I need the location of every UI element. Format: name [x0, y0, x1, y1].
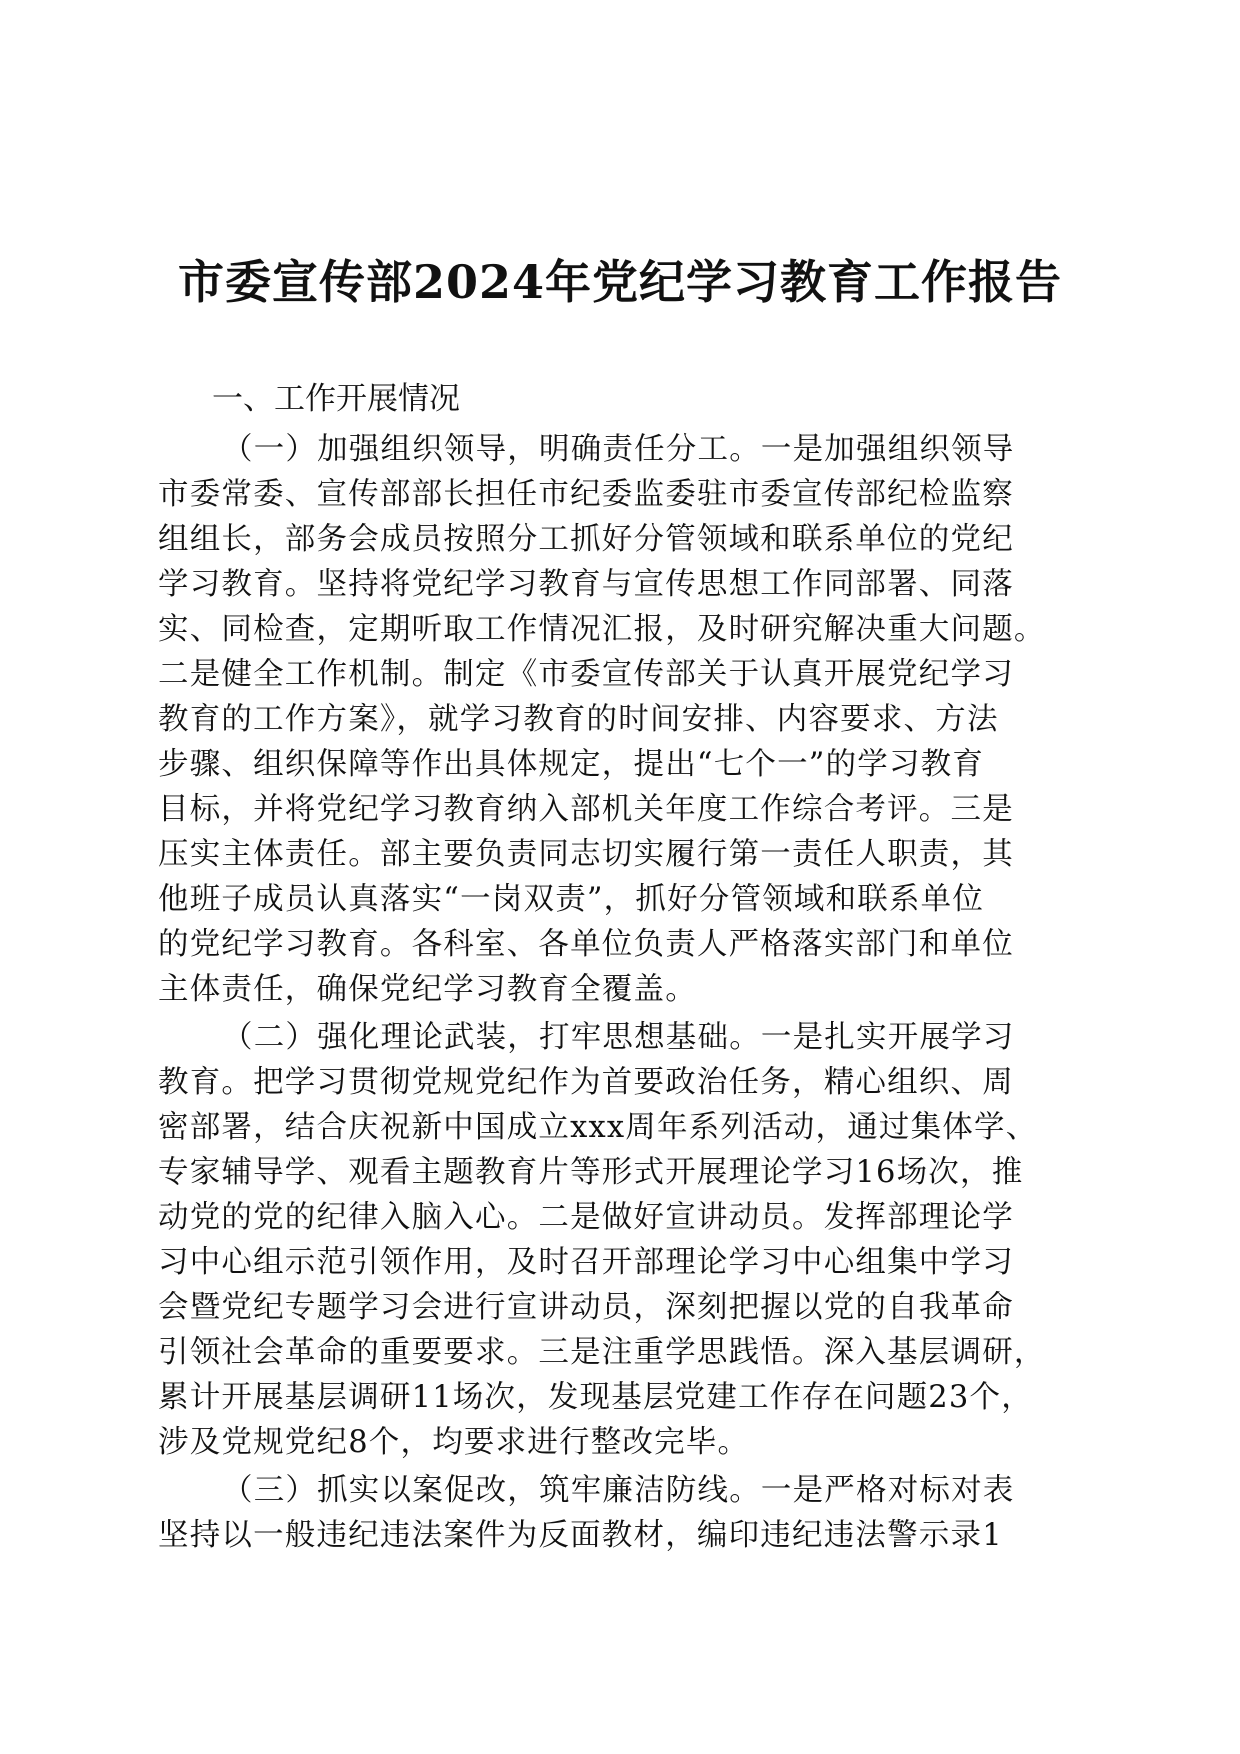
- body-line: 引领社会革命的重要要求。三是注重学思践悟。深入基层调研，: [158, 1335, 1046, 1370]
- section-heading: 一、工作开展情况: [212, 381, 460, 417]
- body-line: 涉及党规党纪8个，均要求进行整改完毕。: [158, 1425, 750, 1460]
- body-line: 密部署，结合庆祝新中国成立xxx周年系列活动，通过集体学、: [158, 1110, 1038, 1145]
- body-line: 主体责任，确保党纪学习教育全覆盖。: [158, 972, 697, 1007]
- body-line: 目标，并将党纪学习教育纳入部机关年度工作综合考评。三是: [158, 792, 1014, 827]
- body-line: 教育的工作方案》，就学习教育的时间安排、内容要求、方法: [158, 702, 999, 737]
- body-line: 学习教育。坚持将党纪学习教育与宣传思想工作同部署、同落: [158, 567, 1014, 602]
- body-line: 动党的党的纪律入脑入心。二是做好宣讲动员。发挥部理论学: [158, 1200, 1014, 1235]
- body-line: 实、同检查，定期听取工作情况汇报，及时研究解决重大问题。: [158, 612, 1046, 647]
- body-line: 组组长，部务会成员按照分工抓好分管领域和联系单位的党纪: [158, 522, 1014, 557]
- body-line: 压实主体责任。部主要负责同志切实履行第一责任人职责，其: [158, 837, 1014, 872]
- body-line: 他班子成员认真落实“一岗双责”，抓好分管领域和联系单位: [158, 882, 985, 917]
- body-line: 教育。把学习贯彻党规党纪作为首要政治任务，精心组织、周: [158, 1065, 1014, 1100]
- body-line: （二）强化理论武装，打牢思想基础。一是扎实开展学习: [222, 1020, 1015, 1055]
- body-line: 的党纪学习教育。各科室、各单位负责人严格落实部门和单位: [158, 927, 1014, 962]
- body-line: 市委常委、宣传部部长担任市纪委监委驻市委宣传部纪检监察: [158, 477, 1014, 512]
- body-line: 习中心组示范引领作用，及时召开部理论学习中心组集中学习: [158, 1245, 1014, 1280]
- body-line: 步骤、组织保障等作出具体规定，提出“七个一”的学习教育: [158, 747, 985, 782]
- body-line: 会暨党纪专题学习会进行宣讲动员，深刻把握以党的自我革命: [158, 1290, 1014, 1325]
- body-line: （一）加强组织领导，明确责任分工。一是加强组织领导: [222, 432, 1015, 467]
- body-line: 二是健全工作机制。制定《市委宣传部关于认真开展党纪学习: [158, 657, 1014, 692]
- body-line: （三）抓实以案促改，筑牢廉洁防线。一是严格对标对表: [222, 1473, 1015, 1508]
- document-title: 市委宣传部2024年党纪学习教育工作报告: [177, 255, 1063, 309]
- body-line: 累计开展基层调研11场次，发现基层党建工作存在问题23个，: [158, 1380, 1033, 1415]
- body-line: 坚持以一般违纪违法案件为反面教材，编印违纪违法警示录1: [158, 1518, 1003, 1553]
- body-line: 专家辅导学、观看主题教育片等形式开展理论学习16场次，推: [158, 1155, 1024, 1190]
